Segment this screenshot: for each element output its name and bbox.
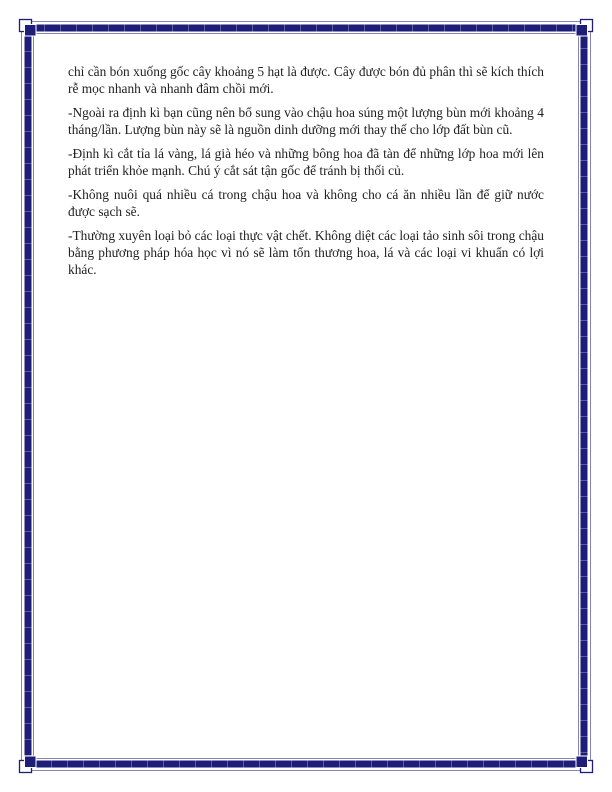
paragraph: chỉ cần bón xuống gốc cây khoảng 5 hạt là được. Cây được bón đủ phân thì sẽ kích thích rễ mọc nhanh và nhanh đâm chồi mới. <box>68 64 544 97</box>
paragraph: -Không nuôi quá nhiều cá trong chậu hoa và không cho cá ăn nhiều lần để giữ nước được sạch sẽ. <box>68 186 544 219</box>
paragraph: -Thường xuyên loại bỏ các loại thực vật chết. Không diệt các loại tảo sinh sôi trong chậu bằng phương pháp hóa học vì nó sẽ làm tổn thương hoa, lá và các loại vi khuẩn có lợi khác. <box>68 227 544 278</box>
paragraph: -Định kì cắt tỉa lá vàng, lá già héo và những bông hoa đã tàn để những lớp hoa mới lên phát triển khỏe mạnh. Chú ý cắt sát tận gốc để tránh bị thối củ. <box>68 145 544 179</box>
body-text <box>68 63 544 285</box>
paragraph: -Ngoài ra định kì bạn cũng nên bổ sung vào chậu hoa súng một lượng bùn mới khoảng 4 tháng/lần. Lượng bùn này sẽ là nguồn dinh dưỡng mới thay thế cho lớp đất bùn cũ. <box>68 104 544 138</box>
